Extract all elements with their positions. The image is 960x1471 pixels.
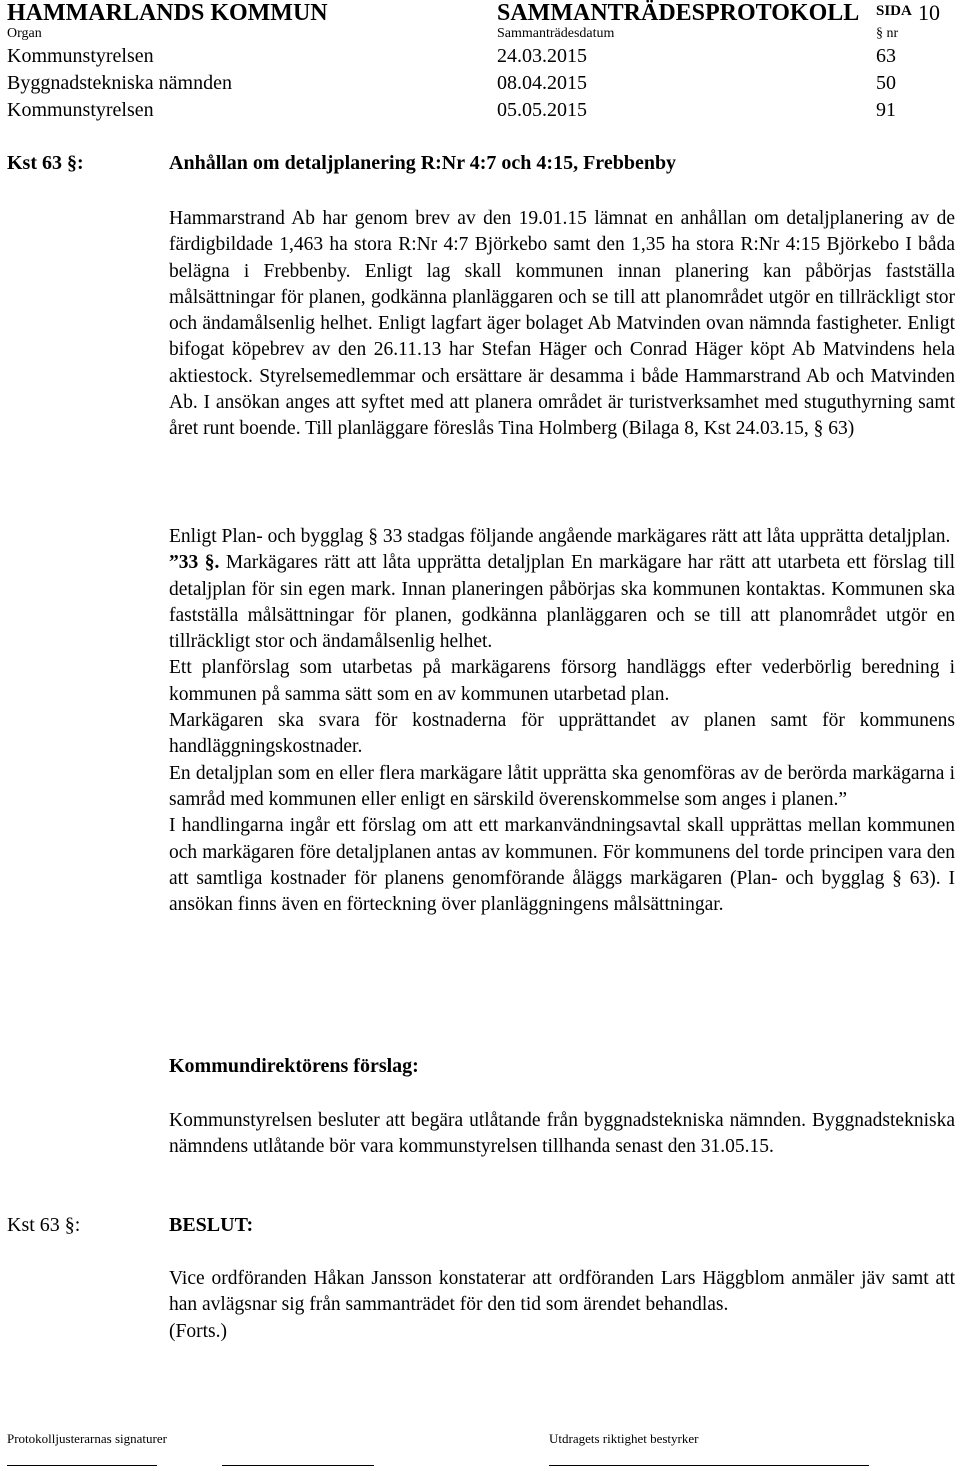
column-nr-label: § nr <box>876 26 899 41</box>
page-number: 10 <box>918 0 940 25</box>
paragraph: Hammarstrand Ab har genom brev av den 19.01.15 lämnat en anhållan om detaljplanering av de färdigbildade 1,463 ha stora R:Nr 4:7 Björkebo samt den 1,35 ha stora R:Nr 4:15 Björkebo I båda belägna i Frebbenby. Enligt lag skall kommunen innan planering kan påbörjas fastställa målsättningar för planen, godkänna planläggaren och se till att planområdet utgör en tillräckligt stor och ändamålsenlig helhet. Enligt lagfart äger bolaget Ab Matvinden ovan nämnda fastigheter. Enligt bifogat köpebrev av den 26.11.13 har Stefan Häger och Conrad Häger köpt Ab Matvindens hela aktiestock. Styrelsemedlemmar och ersättare är desamma i både Hammarstrand Ab och Matvinden Ab. I ansökan anges att syftet med att planera området är turistverksamhet med stuguthyrning samt året runt boende. Till planläggare föreslås Tina Holmberg (Bilaga 8, Kst 24.03.15, § 63) <box>169 208 955 440</box>
law-section <box>169 524 955 918</box>
paragraph: Enligt Plan- och bygglag § 33 stadgas följande angående markägares rätt att låta upprätta detaljplan. <box>169 526 951 547</box>
body-text <box>169 206 955 443</box>
decision-text: Vice ordföranden Håkan Jansson konstaterar att ordföranden Lars Häggblom anmäler jäv samt att han avlägsnar sig från sammanträdet för den tid som ärendet behandlas. <box>169 1268 955 1316</box>
decision-text-block <box>169 1266 955 1345</box>
signature-line <box>549 1465 869 1466</box>
section-marker: ”33 §. <box>169 552 220 574</box>
municipality-name: HAMMARLANDS KOMMUN <box>7 0 328 26</box>
item-title: Anhållan om detaljplanering R:Nr 4:7 och 4:15, Frebbenby <box>169 152 677 174</box>
quoted-paragraph: ”33 §. Markägares rätt att låta upprätta detaljplan En markägare har rätt att utarbeta ett förslag till detaljplan för sin egen mark. Innan planeringen påbörjas ska kommunen kontaktas. Kommunen ska fastställa målsättningar för planen, godkänna planläggaren och se till att planområdet utgör en tillräckligt stor och ändamålsenlig helhet. <box>169 552 956 653</box>
header-row-date: 05.05.2015 <box>497 99 587 121</box>
footer-certify-label: Utdragets riktighet bestyrker <box>549 1431 699 1446</box>
proposal-text-block <box>169 1108 955 1161</box>
decision-heading: BESLUT: <box>169 1214 254 1236</box>
quoted-paragraph: Markägaren ska svara för kostnaderna för upprättandet av planen samt för kommunens handläggningskostnader. <box>169 710 955 758</box>
header-row-organ: Kommunstyrelsen <box>7 45 154 67</box>
header-row-nr: 50 <box>876 72 896 94</box>
item-reference: Kst 63 §: <box>7 152 84 174</box>
signature-line <box>222 1465 374 1466</box>
header-row-nr: 63 <box>876 45 896 67</box>
header-row-date: 24.03.2015 <box>497 45 587 67</box>
document-type: SAMMANTRÄDESPROTOKOLL <box>497 0 860 26</box>
signature-line <box>7 1465 157 1466</box>
paragraph: I handlingarna ingår ett förslag om att ett markanvändningsavtal skall upprättas mellan kommunen och markägaren före detaljplanen antas av kommunen. För kommunens del torde principen vara den att samtliga kostnader för planens genomförande åläggs markägaren (Plan- och bygglag § 63). I ansökan finns även en förteckning över planläggningens målsättningar. <box>169 815 955 916</box>
proposal-heading: Kommundirektörens förslag: <box>169 1055 419 1077</box>
header-row-nr: 91 <box>876 99 896 121</box>
proposal-text: Kommunstyrelsen besluter att begära utlåtande från byggnadstekniska nämnden. Byggnadstekniska nämndens utlåtande bör vara kommunstyrelsen tillhanda senast den 31.05.15. <box>169 1110 955 1158</box>
header-row-organ: Byggnadstekniska nämnden <box>7 72 232 94</box>
column-date-label: Sammanträdesdatum <box>497 26 615 41</box>
quoted-paragraph: Ett planförslag som utarbetas på markägarens försorg handläggs efter vederbörlig beredning i kommunen på samma sätt som en av kommunen utarbetad plan. <box>169 657 955 705</box>
footer-signatures-label: Protokolljusterarnas signaturer <box>7 1431 167 1446</box>
page-label: SIDA <box>876 3 912 19</box>
column-organ-label: Organ <box>7 26 42 41</box>
quoted-paragraph: En detaljplan som en eller flera markägare låtit upprätta ska genomföras av de berörda markägarna i samråd med kommunen eller enligt en särskild överenskommelse som anges i planen.” <box>169 762 955 810</box>
header-row-organ: Kommunstyrelsen <box>7 99 154 121</box>
continued-note: (Forts.) <box>169 1320 227 1342</box>
header-row-date: 08.04.2015 <box>497 72 587 94</box>
decision-reference: Kst 63 §: <box>7 1214 81 1236</box>
